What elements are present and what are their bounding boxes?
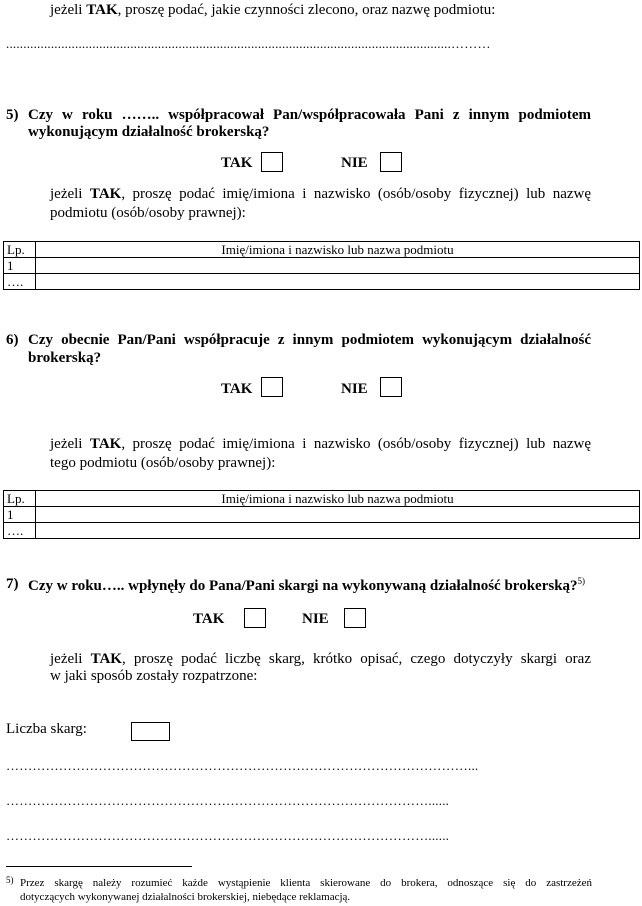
q5-instruction-line1: jeżeli TAK, proszę podać imię/imiona i nazwisko (osób/osoby fizycznej) lub nazwę xyxy=(50,186,591,202)
q5-nie-label: NIE xyxy=(341,155,368,171)
q6-question-line2: brokerską? xyxy=(28,350,102,366)
complaint-description-line[interactable]: ……………………………………………………………………………………………... xyxy=(6,758,479,773)
q5-entities-table xyxy=(3,241,640,290)
complaint-count-field[interactable] xyxy=(131,722,170,741)
q7-tak-label: TAK xyxy=(193,611,225,627)
q7-nie-label: NIE xyxy=(302,611,329,627)
complaint-count-label: Liczba skarg: xyxy=(6,721,87,737)
tak-emphasis: TAK xyxy=(86,2,118,18)
answer-dotted-line[interactable]: .................................................................................................................................……… xyxy=(6,36,491,51)
name-header: Imię/imiona i nazwisko lub nazwa podmiotu xyxy=(36,491,640,507)
q5-tak-checkbox[interactable] xyxy=(261,152,283,172)
q6-nie-checkbox[interactable] xyxy=(380,377,402,397)
top-instruction: jeżeli TAK, proszę podać, jakie czynności zlecono, oraz nazwę podmiotu: xyxy=(50,2,496,18)
lp-cell: 1 xyxy=(4,507,36,523)
q6-tak-checkbox[interactable] xyxy=(261,377,283,397)
q6-entities-table xyxy=(3,490,640,539)
footnote-separator xyxy=(6,866,192,867)
lp-cell: 1 xyxy=(4,258,36,274)
lp-cell: …. xyxy=(4,274,36,290)
name-cell[interactable] xyxy=(36,274,640,290)
name-cell[interactable] xyxy=(36,523,640,539)
q6-tak-label: TAK xyxy=(221,381,253,397)
footnote xyxy=(6,873,596,903)
q5-question-line2: wykonującym działalność brokerską? xyxy=(28,124,270,140)
table-row xyxy=(4,507,640,523)
footnote-line2: dotyczących wykonywanej działalności brokerskiej, niebędące reklamacją. xyxy=(20,891,351,903)
q6-instruction-line1: jeżeli TAK, proszę podać imię/imiona i nazwisko (osób/osoby fizycznej) lub nazwę xyxy=(50,436,591,452)
table-header-row xyxy=(4,491,640,507)
q6-nie-label: NIE xyxy=(341,381,368,397)
name-header: Imię/imiona i nazwisko lub nazwa podmiotu xyxy=(36,242,640,258)
footnote-line1: Przez skargę należy rozumieć każde wystąpienie klienta skierowane do brokera, odnoszące się do zastrzeżeń xyxy=(20,877,592,889)
q5-instruction-line2: podmiotu (osób/osoby prawnej): xyxy=(50,205,246,221)
q7-instruction-line1: jeżeli TAK, proszę podać liczbę skarg, krótko opisać, czego dotyczyły skargi oraz xyxy=(50,651,591,667)
q7-nie-checkbox[interactable] xyxy=(344,608,366,628)
lp-header: Lp. xyxy=(4,491,36,507)
lp-header: Lp. xyxy=(4,242,36,258)
q5-tak-label: TAK xyxy=(221,155,253,171)
q6-question-line1: Czy obecnie Pan/Pani współpracuje z innym podmiotem wykonującym działalność xyxy=(28,332,591,348)
q7-instruction-line2: w jaki sposób zostały rozpatrzone: xyxy=(50,668,258,684)
table-header-row xyxy=(4,242,640,258)
name-cell[interactable] xyxy=(36,507,640,523)
table-row xyxy=(4,258,640,274)
table-row xyxy=(4,523,640,539)
lp-cell: …. xyxy=(4,523,36,539)
q7-question: Czy w roku….. wpłynęły do Pana/Pani skargi na wykonywaną działalność brokerską?$^{5)}$ xyxy=(28,576,586,594)
q7-number: 7) xyxy=(6,576,19,592)
name-cell[interactable] xyxy=(36,258,640,274)
footnote-marker: 5) xyxy=(6,875,14,885)
q5-number: 5) xyxy=(6,107,19,123)
q5-nie-checkbox[interactable] xyxy=(380,152,402,172)
q6-number: 6) xyxy=(6,332,19,348)
complaint-description-line[interactable]: ……………………………………………………………………………………...... xyxy=(6,793,450,808)
table-row xyxy=(4,274,640,290)
complaint-description-line[interactable]: ……………………………………………………………………………………...... xyxy=(6,828,450,843)
q7-tak-checkbox[interactable] xyxy=(244,608,266,628)
footnote-ref: 5) xyxy=(577,576,586,586)
q5-question-line1: Czy w roku …….. współpracował Pan/współpracowała Pani z innym podmiotem xyxy=(28,107,591,123)
q6-instruction-line2: tego podmiotu (osób/osoby prawnej): xyxy=(50,455,276,471)
